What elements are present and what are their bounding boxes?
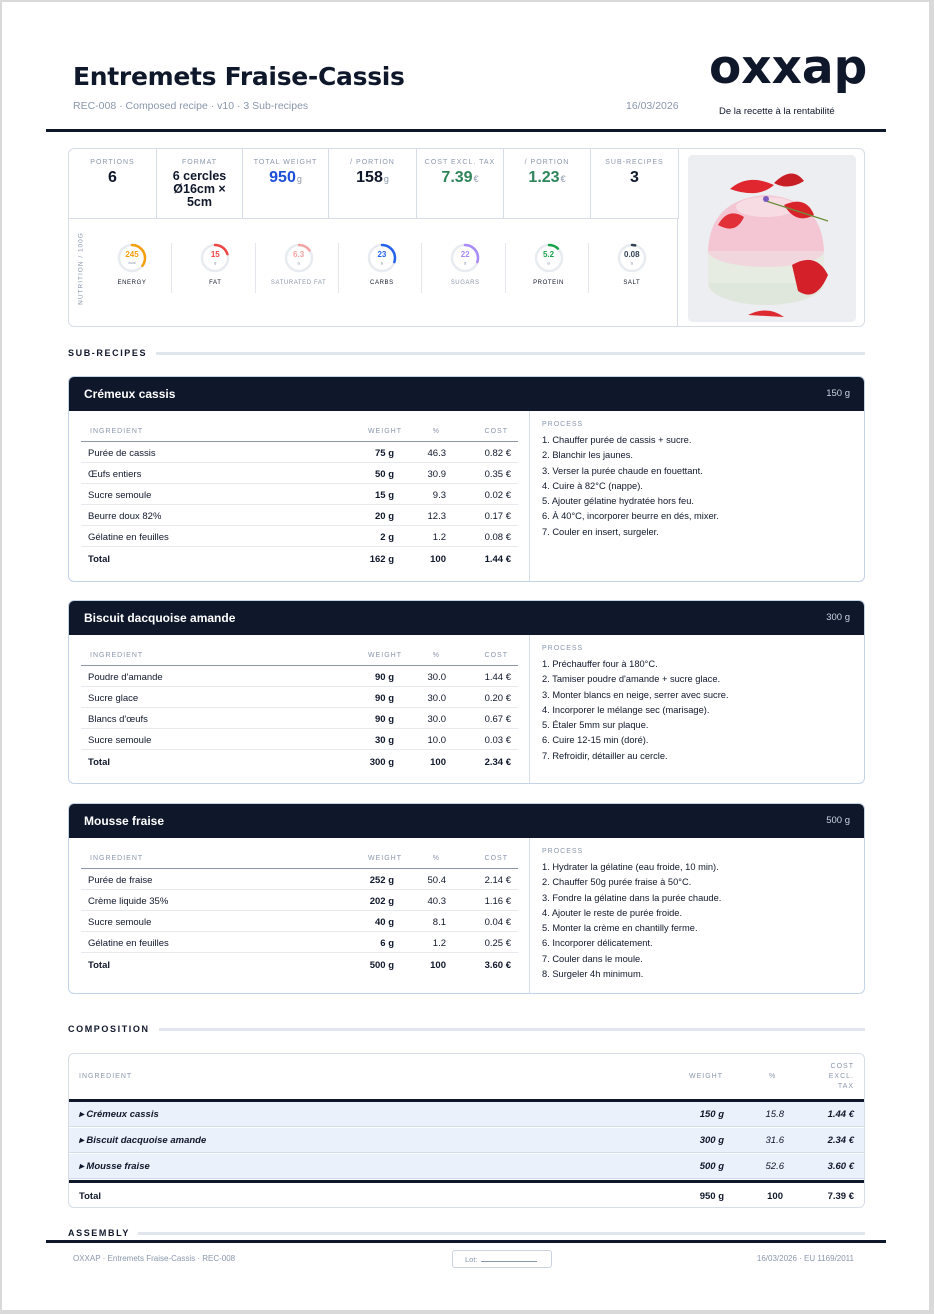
- composition-weight: 300 g: [699, 1135, 724, 1146]
- ingredient-weight: 20 g: [374, 511, 394, 522]
- ingredient-weight: 30 g: [374, 735, 394, 746]
- nutrition-item: [340, 243, 424, 286]
- stat-value: [165, 170, 235, 209]
- ingredient-name: Crème liquide 35%: [88, 896, 169, 907]
- ingredient-cost: 0.03 €: [484, 735, 511, 746]
- nutrition-item: [90, 243, 174, 286]
- summary-card: [68, 148, 865, 327]
- ingredient-pct: 30.0: [427, 714, 446, 725]
- composition-pct: 15.8: [765, 1109, 784, 1120]
- nutrition-unit: g: [547, 260, 550, 265]
- subrecipe-header: [69, 601, 864, 635]
- composition-name: ▸ Crémeux cassis: [79, 1109, 159, 1120]
- stat-label: SUB-RECIPES: [605, 159, 664, 166]
- stat-value: [591, 170, 678, 186]
- total-cost: 1.44 €: [484, 554, 511, 565]
- ingredient-weight: 90 g: [374, 672, 394, 683]
- process-step: 7. Couler en insert, surgeler.: [542, 526, 659, 537]
- process-step: 5. Étaler 5mm sur plaque.: [542, 720, 649, 731]
- stat-unit: €: [560, 174, 566, 184]
- stat-value: [243, 170, 328, 186]
- section-title-composition: COMPOSITION: [68, 1024, 150, 1034]
- stat-cell: [157, 149, 243, 219]
- ingredient-row: [81, 442, 518, 463]
- nutrition-unit: g: [464, 260, 467, 265]
- ingredient-name: Sucre glace: [88, 693, 139, 704]
- col-pct: %: [432, 855, 440, 862]
- nutrition-item: [173, 243, 257, 286]
- comp-col-weight: WEIGHT: [689, 1073, 723, 1080]
- ingredient-table: [81, 847, 518, 974]
- comp-col-cost-2: EXCL.: [828, 1073, 854, 1080]
- ingredient-cost: 0.25 €: [484, 938, 511, 949]
- process-step: 1. Hydrater la gélatine (eau froide, 10 min).: [542, 862, 719, 872]
- subrecipe-header: [69, 804, 864, 838]
- ingredient-row: [81, 666, 518, 687]
- process-label: PROCESS: [542, 645, 584, 652]
- process-step: 3. Monter blancs en neige, serrer avec sucre.: [542, 689, 729, 700]
- nutrition-unit: kcal: [128, 260, 136, 265]
- nutrition-value: 22: [460, 250, 470, 259]
- total-label: Total: [88, 554, 110, 565]
- ingredient-row: [81, 687, 518, 708]
- section-rule: [156, 352, 865, 355]
- nutrition-label: PROTEIN: [533, 280, 564, 286]
- nutrition-item: [257, 243, 341, 286]
- process-step: 3. Fondre la gélatine dans la purée chaude.: [542, 892, 722, 903]
- col-pct: %: [432, 428, 440, 435]
- subrecipe-name: Crémeux cassis: [84, 387, 176, 401]
- comp-total-cost: 7.39 €: [827, 1191, 854, 1202]
- ingredient-row: [81, 708, 518, 729]
- subrecipe-body: [69, 838, 864, 993]
- stat-label: / PORTION: [350, 159, 395, 166]
- composition-pct: 31.6: [765, 1135, 784, 1146]
- ingredient-total-row: [81, 750, 518, 771]
- lot-line: [481, 1261, 537, 1262]
- nutrition-unit: g: [380, 260, 383, 265]
- lot-field[interactable]: [452, 1250, 552, 1268]
- ingredient-total-row: [81, 953, 518, 974]
- nutrition-item: [590, 243, 674, 286]
- ingredient-row: [81, 911, 518, 932]
- composition-pct: 52.6: [765, 1161, 784, 1172]
- comp-col-ingredient: INGREDIENT: [79, 1073, 133, 1080]
- ingredient-pct: 50.4: [427, 875, 446, 886]
- composition-total-row: [69, 1180, 864, 1208]
- process-step: 2. Blanchir les jaunes.: [542, 450, 633, 461]
- nutrition-ring: [534, 243, 564, 273]
- ingredient-pct: 30.0: [427, 693, 446, 704]
- subrecipe-header: [69, 377, 864, 411]
- ingredient-cost: 0.08 €: [484, 532, 511, 543]
- subrecipe-weight: 500 g: [826, 815, 850, 826]
- total-pct: 100: [430, 554, 446, 565]
- composition-row: [69, 1128, 864, 1153]
- ingredient-pct: 1.2: [432, 938, 446, 949]
- nutrition-value: 5.2: [542, 250, 555, 259]
- recipe-date: 16/03/2026: [626, 100, 679, 112]
- stat-number: 7.39: [441, 169, 473, 186]
- ingredient-name: Gélatine en feuilles: [88, 938, 169, 949]
- brand-logo: oxxap: [709, 40, 868, 95]
- process-step: 5. Ajouter gélatine hydratée hors feu.: [542, 496, 694, 507]
- process-step: 2. Chauffer 50g purée fraise à 50°C.: [542, 877, 692, 888]
- ingredient-row: [81, 526, 518, 547]
- stat-unit: g: [296, 174, 302, 184]
- process-step: 2. Tamiser poudre d'amande + sucre glace.: [542, 674, 721, 685]
- ingredient-name: Purée de fraise: [88, 875, 153, 886]
- col-ingredient: INGREDIENT: [90, 428, 144, 435]
- nutrition-ring: [617, 243, 647, 273]
- col-ingredient: INGREDIENT: [90, 652, 144, 659]
- stat-value: [417, 170, 503, 186]
- composition-table: [68, 1053, 865, 1208]
- ingredient-pct: 46.3: [427, 448, 446, 459]
- comp-col-cost-1: COST: [830, 1063, 854, 1070]
- process-step: 5. Monter la crème en chantilly ferme.: [542, 923, 698, 934]
- stat-cell: [329, 149, 417, 219]
- ingredient-row: [81, 484, 518, 505]
- ingredient-cost: 1.16 €: [484, 896, 511, 907]
- comp-total-weight: 950 g: [699, 1191, 724, 1202]
- ingredient-cost: 1.44 €: [484, 672, 511, 683]
- ingredient-row: [81, 505, 518, 526]
- process-step: 6. Cuire 12-15 min (doré).: [542, 735, 649, 746]
- stat-value: [69, 170, 156, 186]
- recipe-sheet-page: [2, 2, 929, 1310]
- ingredient-cost: 0.17 €: [484, 511, 511, 522]
- composition-name: ▸ Biscuit dacquoise amande: [79, 1135, 207, 1146]
- col-cost: COST: [484, 652, 508, 659]
- total-weight: 500 g: [369, 960, 394, 971]
- process-step: 4. Cuire à 82°C (nappe).: [542, 480, 643, 491]
- ingredient-cost: 0.67 €: [484, 714, 511, 725]
- ingredient-name: Sucre semoule: [88, 735, 152, 746]
- col-pct: %: [432, 652, 440, 659]
- ingredient-weight: 15 g: [374, 490, 394, 501]
- col-ingredient: INGREDIENT: [90, 855, 144, 862]
- recipe-subline: REC-008 · Composed recipe · v10 · 3 Sub-recipes: [73, 100, 309, 112]
- nutrition-label: FAT: [209, 280, 222, 286]
- ingredient-name: Gélatine en feuilles: [88, 532, 169, 543]
- process-label: PROCESS: [542, 848, 584, 855]
- subrecipe-body: [69, 635, 864, 783]
- ingredient-cost: 2.14 €: [484, 875, 511, 886]
- composition-row: [69, 1102, 864, 1127]
- col-cost: COST: [484, 428, 508, 435]
- ingredient-weight: 252 g: [369, 875, 394, 886]
- composition-weight: 500 g: [699, 1161, 724, 1172]
- total-pct: 100: [430, 960, 446, 971]
- stat-label: TOTAL WEIGHT: [253, 159, 318, 166]
- ingredient-pct: 30.0: [427, 672, 446, 683]
- ingredient-cost: 0.02 €: [484, 490, 511, 501]
- stat-label: FORMAT: [181, 159, 218, 166]
- nutrition-value: 0.08: [624, 250, 640, 259]
- col-cost: COST: [484, 855, 508, 862]
- stat-unit: €: [473, 174, 479, 184]
- subrecipe-card: [68, 376, 865, 582]
- nutrition-divider: [588, 243, 589, 293]
- column-divider: [529, 635, 530, 783]
- ingredient-name: Œufs entiers: [88, 469, 142, 480]
- total-weight: 300 g: [369, 757, 394, 768]
- ingredient-row: [81, 932, 518, 953]
- process-step: 1. Préchauffer four à 180°C.: [542, 659, 658, 669]
- header-rule: [46, 129, 886, 132]
- ingredient-pct: 12.3: [427, 511, 446, 522]
- ingredient-cost: 0.20 €: [484, 693, 511, 704]
- process-steps: [542, 645, 729, 766]
- process-steps: [542, 421, 719, 542]
- ingredient-cost: 0.82 €: [484, 448, 511, 459]
- comp-total-pct: 100: [767, 1191, 783, 1202]
- nutrition-divider: [171, 243, 172, 293]
- nutrition-ring: [117, 243, 147, 273]
- nutrition-unit: g: [297, 260, 300, 265]
- ingredient-name: Purée de cassis: [88, 448, 156, 459]
- footer-right: 16/03/2026 · EU 1169/2011: [756, 1254, 854, 1263]
- process-step: 4. Ajouter le reste de purée froide.: [542, 907, 683, 918]
- column-divider: [529, 838, 530, 993]
- nutrition-panel: [69, 219, 678, 327]
- ingredient-pct: 8.1: [432, 917, 446, 928]
- composition-row: [69, 1154, 864, 1179]
- stat-label: COST EXCL. TAX: [424, 159, 496, 166]
- ingredient-weight: 75 g: [374, 448, 394, 459]
- nutrition-label: SUGARS: [450, 280, 480, 286]
- section-rule: [159, 1028, 865, 1031]
- stat-label: PORTIONS: [90, 159, 135, 166]
- col-weight: WEIGHT: [368, 855, 402, 862]
- footer-rule: [46, 1240, 886, 1243]
- brand-tagline: De la recette à la rentabilité: [719, 106, 835, 117]
- lot-label: Lot:: [465, 1255, 478, 1264]
- total-label: Total: [88, 960, 110, 971]
- ingredient-row: [81, 890, 518, 911]
- ingredient-name: Blancs d'œufs: [88, 714, 148, 725]
- process-steps: [542, 848, 721, 984]
- process-step: 3. Verser la purée chaude en fouettant.: [542, 465, 703, 476]
- nutrition-value: 15: [210, 250, 220, 259]
- nutrition-unit: g: [214, 260, 217, 265]
- nutrition-label: CARBS: [370, 280, 394, 286]
- total-cost: 3.60 €: [484, 960, 511, 971]
- composition-cost: 3.60 €: [827, 1161, 854, 1172]
- ingredient-cost: 0.04 €: [484, 917, 511, 928]
- nutrition-item: [423, 243, 507, 286]
- total-pct: 100: [430, 757, 446, 768]
- stat-value: [329, 170, 416, 186]
- ingredient-pct: 9.3: [432, 490, 446, 501]
- stat-number: 950: [269, 169, 296, 186]
- ingredient-row: [81, 729, 518, 750]
- ingredient-total-row: [81, 547, 518, 568]
- ingredient-name: Poudre d'amande: [88, 672, 163, 683]
- total-weight: 162 g: [369, 554, 394, 565]
- process-step: 4. Incorporer le mélange sec (marisage).: [542, 704, 710, 715]
- nutrition-item: [507, 243, 591, 286]
- nutrition-ring: [284, 243, 314, 273]
- stat-number: 3: [630, 169, 639, 186]
- section-title-assembly: ASSEMBLY: [68, 1228, 130, 1238]
- nutrition-ring: [367, 243, 397, 273]
- ingredient-pct: 10.0: [427, 735, 446, 746]
- stat-cell: [243, 149, 329, 219]
- nutrition-ring: [450, 243, 480, 273]
- section-title-subrecipes: SUB-RECIPES: [68, 348, 148, 358]
- ingredient-table: [81, 420, 518, 568]
- nutrition-value: 6.3: [293, 250, 305, 259]
- ingredient-weight: 2 g: [380, 532, 394, 543]
- subrecipe-weight: 150 g: [826, 388, 850, 399]
- process-step: 7. Couler dans le moule.: [542, 953, 643, 964]
- ingredient-weight: 6 g: [380, 938, 394, 949]
- process-step: 1. Chauffer purée de cassis + sucre.: [542, 435, 692, 445]
- comp-total-label: Total: [79, 1191, 101, 1202]
- composition-weight: 150 g: [699, 1109, 724, 1120]
- column-divider: [529, 411, 530, 581]
- ingredient-table-header: [81, 420, 518, 442]
- nutrition-unit: g: [630, 260, 633, 265]
- ingredient-weight: 90 g: [374, 693, 394, 704]
- nutrition-label: SATURATED FAT: [270, 280, 327, 286]
- stat-number: 6: [108, 169, 117, 186]
- nutrition-value: 245: [125, 250, 139, 259]
- ingredient-name: Beurre doux 82%: [88, 511, 162, 522]
- subrecipe-body: [69, 411, 864, 581]
- nutrition-label: SALT: [623, 280, 641, 286]
- ingredient-row: [81, 869, 518, 890]
- process-step: 8. Surgeler 4h minimum.: [542, 969, 644, 980]
- ingredient-pct: 40.3: [427, 896, 446, 907]
- nutrition-side-label: NUTRITION / 100G: [77, 232, 85, 305]
- ingredient-pct: 1.2: [432, 532, 446, 543]
- process-label: PROCESS: [542, 421, 584, 428]
- stat-unit: g: [383, 174, 389, 184]
- stat-cell: [417, 149, 504, 219]
- subrecipe-card: [68, 803, 865, 994]
- ingredient-row: [81, 463, 518, 484]
- subrecipe-name: Biscuit dacquoise amande: [84, 611, 236, 625]
- stat-number: 1.23: [528, 169, 560, 186]
- nutrition-divider: [421, 243, 422, 293]
- ingredient-weight: 90 g: [374, 714, 394, 725]
- composition-cost: 1.44 €: [827, 1109, 854, 1120]
- recipe-photo: [688, 155, 856, 322]
- nutrition-label: ENERGY: [117, 280, 147, 286]
- ingredient-weight: 50 g: [374, 469, 394, 480]
- nutrition-divider: [255, 243, 256, 293]
- ingredient-table-header: [81, 644, 518, 666]
- composition-name: ▸ Mousse fraise: [79, 1161, 150, 1172]
- ingredient-cost: 0.35 €: [484, 469, 511, 480]
- recipe-title: Entremets Fraise-Cassis: [73, 62, 405, 91]
- total-cost: 2.34 €: [484, 757, 511, 768]
- process-step: 6. Incorporer délicatement.: [542, 938, 653, 949]
- ingredient-table-header: [81, 847, 518, 869]
- nutrition-divider: [338, 243, 339, 293]
- ingredient-name: Sucre semoule: [88, 917, 152, 928]
- nutrition-ring: [200, 243, 230, 273]
- process-step: 7. Refroidir, détailler au cercle.: [542, 750, 668, 761]
- subrecipe-name: Mousse fraise: [84, 814, 165, 828]
- subrecipe-weight: 300 g: [826, 612, 850, 623]
- total-label: Total: [88, 757, 110, 768]
- stat-value: [504, 170, 590, 186]
- comp-col-cost-3: TAX: [837, 1083, 854, 1090]
- section-rule: [138, 1232, 865, 1235]
- comp-col-pct: %: [769, 1073, 777, 1080]
- nutrition-value: 23: [377, 250, 387, 259]
- composition-cost: 2.34 €: [827, 1135, 854, 1146]
- subrecipe-card: [68, 600, 865, 784]
- nutrition-divider: [505, 243, 506, 293]
- stat-number: 158: [356, 169, 383, 186]
- ingredient-table: [81, 644, 518, 771]
- stat-cell: [69, 149, 157, 219]
- composition-header: [69, 1054, 864, 1102]
- stat-cell: [504, 149, 591, 219]
- ingredient-weight: 40 g: [374, 917, 394, 928]
- stat-label: / PORTION: [524, 159, 570, 166]
- ingredient-name: Sucre semoule: [88, 490, 152, 501]
- stat-number: 6 cercles Ø16cm × 5cm: [172, 169, 227, 209]
- ingredient-pct: 30.9: [427, 469, 446, 480]
- footer-left: OXXAP · Entremets Fraise-Cassis · REC-008: [73, 1254, 236, 1263]
- col-weight: WEIGHT: [368, 428, 402, 435]
- stat-cell: [591, 149, 679, 219]
- process-step: 6. À 40°C, incorporer beurre en dés, mixer.: [542, 511, 719, 522]
- ingredient-weight: 202 g: [369, 896, 394, 907]
- col-weight: WEIGHT: [368, 652, 402, 659]
